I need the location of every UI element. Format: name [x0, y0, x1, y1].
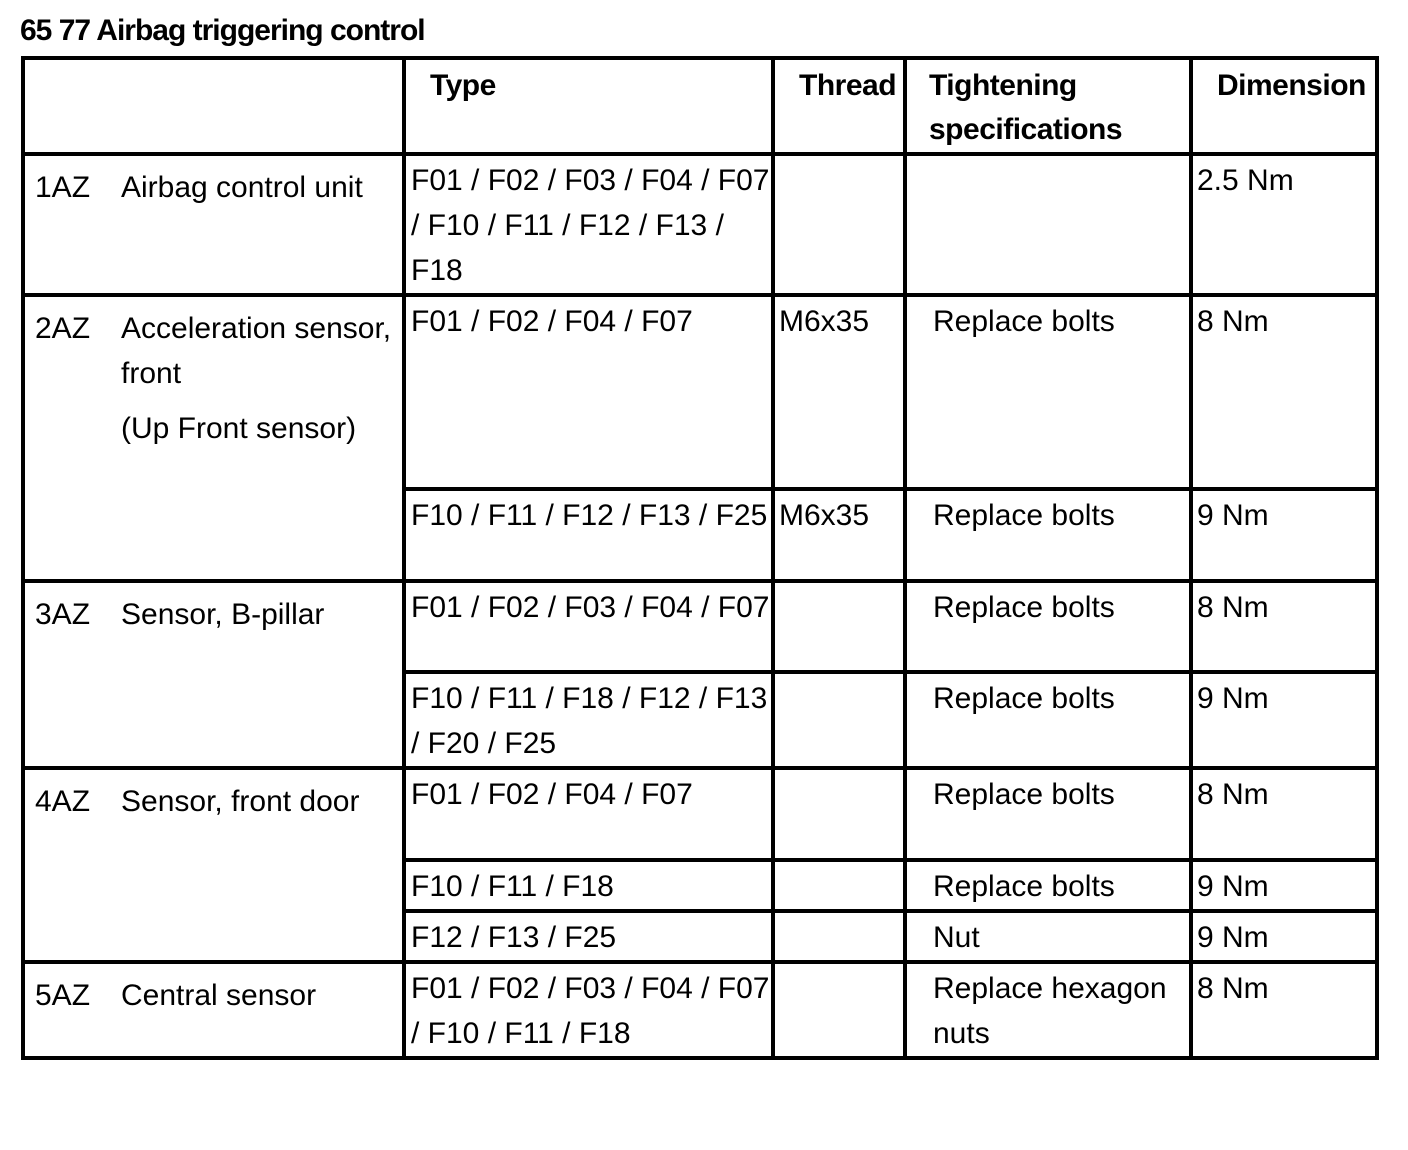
spec-cell: Replace bolts [905, 295, 1191, 489]
spec-cell: Replace bolts [905, 489, 1191, 581]
part-code: 4AZ [35, 785, 91, 818]
header-thread: Thread [773, 58, 905, 154]
dimension-cell: 8 Nm [1191, 581, 1377, 672]
part-code: 2AZ [35, 312, 91, 345]
part-cell [23, 154, 404, 295]
dimension-cell: 8 Nm [1191, 295, 1377, 489]
part-cell [23, 581, 404, 768]
part-code: 1AZ [35, 171, 91, 204]
part-name: Sensor, front door [121, 785, 360, 818]
header-dimension: Dimension [1191, 58, 1377, 154]
thread-cell [773, 860, 905, 911]
thread-cell: M6x35 [773, 295, 905, 489]
type-cell: F01 / F02 / F03 / F04 / F07 / F10 / F11 / F18 [404, 962, 773, 1058]
dimension-cell: 9 Nm [1191, 489, 1377, 581]
thread-cell [773, 962, 905, 1058]
type-cell: F01 / F02 / F03 / F04 / F07 [404, 581, 773, 672]
type-cell: F01 / F02 / F04 / F07 [404, 768, 773, 860]
header-part [23, 58, 404, 154]
dimension-cell: 9 Nm [1191, 860, 1377, 911]
type-cell: F12 / F13 / F25 [404, 911, 773, 962]
spec-cell: Replace bolts [905, 581, 1191, 672]
type-cell: F01 / F02 / F04 / F07 [404, 295, 773, 489]
header-type: Type [404, 58, 773, 154]
part-cell [23, 768, 404, 962]
thread-cell [773, 154, 905, 295]
spec-cell: Replace bolts [905, 768, 1191, 860]
thread-cell [773, 581, 905, 672]
part-cell [23, 962, 404, 1058]
type-cell: F10 / F11 / F18 [404, 860, 773, 911]
spec-cell: Nut [905, 911, 1191, 962]
document-title: 65 77 Airbag triggering control [20, 14, 425, 47]
part-name: Airbag control unit [121, 171, 363, 204]
dimension-cell: 9 Nm [1191, 911, 1377, 962]
header-row [23, 58, 1377, 154]
thread-cell [773, 911, 905, 962]
header-spec: Tightening specifications [905, 58, 1191, 154]
torque-table [21, 56, 1379, 1060]
dimension-cell: 8 Nm [1191, 768, 1377, 860]
thread-cell [773, 768, 905, 860]
part-note: (Up Front sensor) [121, 412, 357, 445]
spec-cell: Replace bolts [905, 672, 1191, 768]
spec-cell [905, 154, 1191, 295]
table-row [23, 962, 1377, 1058]
spec-cell: Replace hexagon nuts [905, 962, 1191, 1058]
dimension-cell: 8 Nm [1191, 962, 1377, 1058]
dimension-cell: 2.5 Nm [1191, 154, 1377, 295]
table-row [23, 295, 1377, 489]
table-row [23, 768, 1377, 860]
type-cell: F01 / F02 / F03 / F04 / F07 / F10 / F11 / F12 / F13 / F18 [404, 154, 773, 295]
dimension-cell: 9 Nm [1191, 672, 1377, 768]
part-name: Central sensor [121, 979, 317, 1012]
spec-cell: Replace bolts [905, 860, 1191, 911]
part-code: 3AZ [35, 598, 91, 631]
thread-cell [773, 672, 905, 768]
type-cell: F10 / F11 / F18 / F12 / F13 / F20 / F25 [404, 672, 773, 768]
table-row [23, 581, 1377, 672]
table-row [23, 154, 1377, 295]
part-code: 5AZ [35, 979, 91, 1012]
thread-cell: M6x35 [773, 489, 905, 581]
part-cell [23, 295, 404, 581]
part-name-block [121, 306, 402, 451]
part-name: Sensor, B-pillar [121, 598, 325, 631]
type-cell: F10 / F11 / F12 / F13 / F25 [404, 489, 773, 581]
part-name: Acceleration sensor, front [121, 312, 392, 390]
